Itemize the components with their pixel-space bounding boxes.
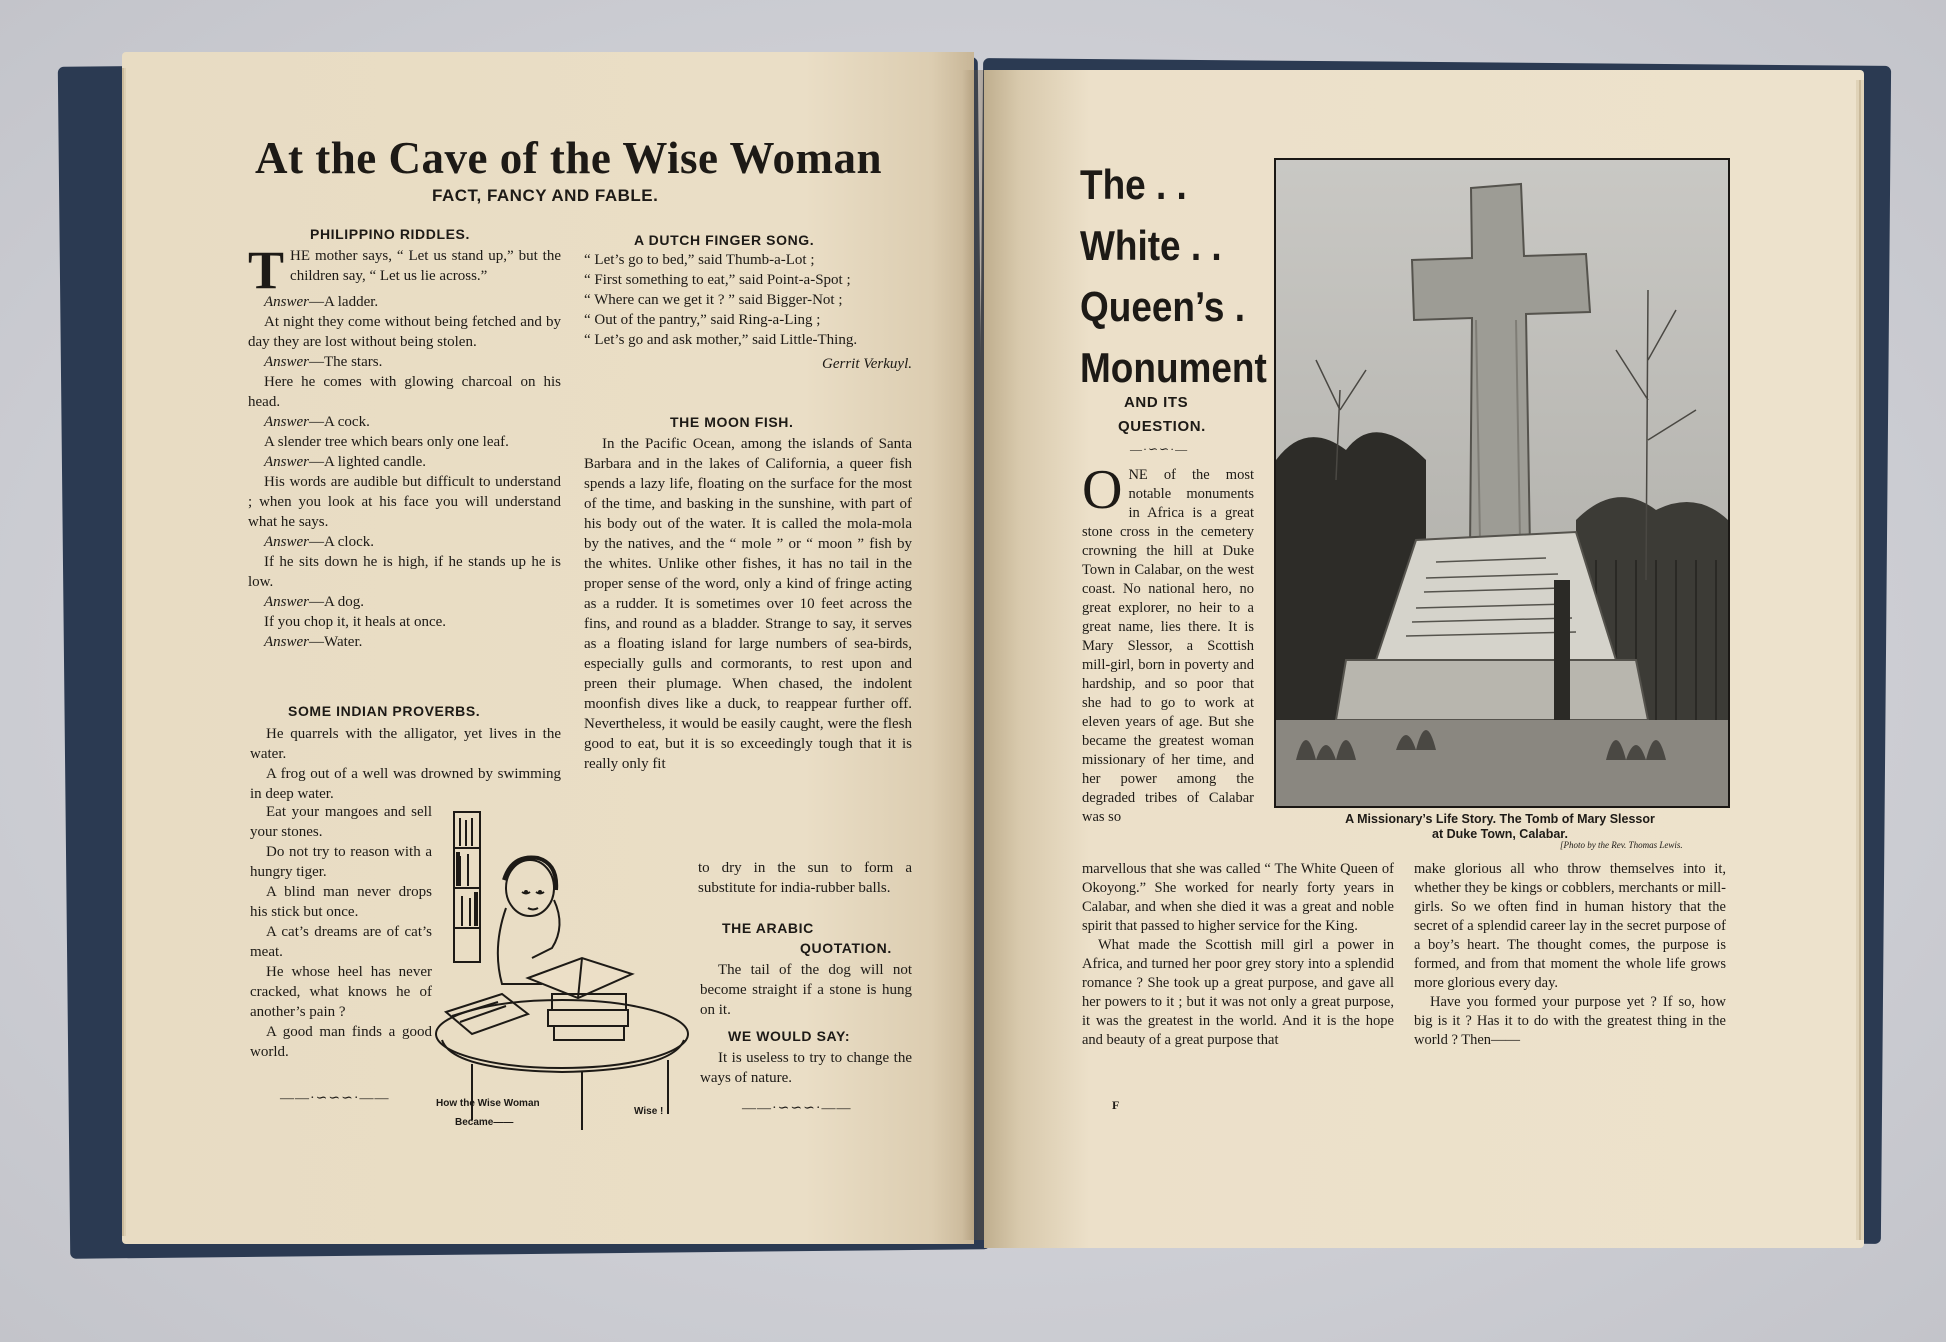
- answer-text: —A clock.: [309, 534, 374, 550]
- article-dropcap: O: [1082, 459, 1123, 521]
- title-line: The . .: [1080, 161, 1187, 208]
- proverb: He whose heel has never cracked, what knows he of another’s pain ?: [250, 964, 432, 1020]
- illustration-caption-2: Became——: [455, 1117, 514, 1128]
- photo-caption-line-2: at Duke Town, Calabar.: [1432, 827, 1568, 841]
- title-line: White . .: [1080, 222, 1222, 269]
- photo-caption-line-1: A Missionary’s Life Story. The Tomb of Mary Slessor: [1345, 812, 1655, 826]
- proverb: A cat’s dreams are of cat’s meat.: [250, 924, 432, 960]
- moon-fish-heading: THE MOON FISH.: [670, 414, 794, 430]
- answer-label: Answer: [264, 534, 309, 550]
- arabic-body: [700, 960, 912, 1020]
- left-page-title: At the Cave of the Wise Woman: [255, 133, 882, 183]
- article-column-narrow: [1082, 459, 1254, 827]
- article-text-wide: marvellous that she was called “ The White Queen of Okoyong.” She worked for nearly forty years in Calabar, and when she died it was a great and noble spirit that passed to higher service for the King.: [1082, 861, 1394, 934]
- wise-woman-illustration: [432, 808, 696, 1134]
- riddle-question: If you chop it, it heals at once.: [264, 614, 447, 630]
- song-line: “ Out of the pantry,” said Ring-a-Ling ;: [584, 312, 821, 328]
- answer-label: Answer: [264, 454, 309, 470]
- answer-label: Answer: [264, 354, 309, 370]
- proverb: A blind man never drops his stick but once.: [250, 884, 432, 920]
- would-say-body: [700, 1048, 912, 1088]
- song-line: “ Let’s go and ask mother,” said Little-Thing.: [584, 332, 858, 348]
- left-page-edges: [122, 68, 126, 1236]
- arabic-heading-1: THE ARABIC: [722, 920, 814, 936]
- article-paragraph-2: What made the Scottish mill girl a power in Africa, and turned her poor grey story into a splendid romance ? She took up a great purpose, and gave all her powers to it ; but it was not only a great purpose, it was the greatest in the world. And it is the hope and beauty of a great purpose that: [1082, 937, 1394, 1048]
- title-line: Monument: [1080, 344, 1267, 391]
- illustration-caption-1: How the Wise Woman: [436, 1098, 540, 1109]
- right-ornament: —·∽∽·—: [1130, 442, 1189, 456]
- finger-song-heading: A DUTCH FINGER SONG.: [634, 232, 815, 248]
- right-page-edges: [1856, 80, 1864, 1240]
- arabic-heading-2: QUOTATION.: [800, 940, 892, 956]
- title-line: Queen’s .: [1080, 283, 1246, 330]
- right-column-ornament: ——·∽∽∽·——: [742, 1101, 852, 1116]
- riddles-dropcap: T: [248, 240, 285, 300]
- song-line: “ Let’s go to bed,” said Thumb-a-Lot ;: [584, 252, 815, 268]
- riddles-heading: PHILIPPINO RIDDLES.: [310, 226, 470, 242]
- answer-label: Answer: [264, 634, 309, 650]
- song-author: Gerrit Verkuyl.: [822, 356, 912, 372]
- proverbs-heading: SOME INDIAN PROVERBS.: [288, 703, 481, 719]
- moon-fish-text: In the Pacific Ocean, among the islands of Santa Barbara and in the lakes of California, a queer fish spends a lazy life, floating on the surface for the most of the time, and basking in the sunshine, with part of his body out of the water. It is called the mola-mola by the natives, and the “ mole ” or “ moon ” fish by the whites. Unlike other fishes, it has no tail in the proper sense of the word, only a kind of fringe acting as a rudder. It is sometimes over 10 feet across the fins, and round as a bladder. Strange to say, it serves as a floating island for large numbers of sea-birds, especially gulls and cormorants, to rest upon and preen their plumage. When chased, the indolent moonfish dives like a duck, to reappear further off. Nevertheless, it would be easily caught, were the flesh good to eat, but it is so exceedingly tough that it is really only fit: [584, 436, 912, 772]
- song-line: “ First something to eat,” said Point-a-Spot ;: [584, 272, 851, 288]
- moon-fish-body-end: [698, 858, 912, 898]
- monument-photo: [1274, 158, 1730, 808]
- answer-text: —A dog.: [309, 594, 365, 610]
- proverbs-body-narrow: [250, 802, 432, 1062]
- would-say-heading: WE WOULD SAY:: [728, 1028, 851, 1044]
- riddles-body: [248, 240, 561, 652]
- song-line: “ Where can we get it ? ” said Bigger-Not ;: [584, 292, 843, 308]
- proverb: A good man finds a good world.: [250, 1024, 432, 1060]
- cross-monument-image: [1276, 160, 1728, 806]
- riddle-question: At night they come without being fetched and by day they are lost without being stolen.: [248, 314, 561, 350]
- answer-text: —A lighted candle.: [309, 454, 427, 470]
- proverb: A frog out of a well was drowned by swimming in deep water.: [250, 766, 561, 802]
- arabic-text: The tail of the dog will not become straight if a stone is hung on it.: [700, 962, 912, 1018]
- answer-text: —Water.: [309, 634, 363, 650]
- illustration-caption-3: Wise !: [634, 1106, 664, 1117]
- would-say-text: It is useless to try to change the ways of nature.: [700, 1050, 912, 1086]
- moon-fish-body: [584, 434, 912, 774]
- right-page-title: [1080, 154, 1267, 398]
- article-closing: Have you formed your purpose yet ? If so, how big is it ? Has it to do with the greatest thing in the world ? Then——: [1414, 994, 1726, 1048]
- riddle-question: If he sits down he is high, if he stands up he is low.: [248, 554, 561, 590]
- answer-text: —A cock.: [309, 414, 370, 430]
- riddle-intro: HE mother says, “ Let us stand up,” but the children say, “ Let us lie across.”: [290, 248, 561, 284]
- right-subtitle-2: QUESTION.: [1118, 418, 1206, 435]
- moon-fish-text-end: to dry in the sun to form a substitute for india-rubber balls.: [698, 860, 912, 896]
- signature-mark: F: [1112, 1098, 1120, 1112]
- proverbs-body: [250, 724, 561, 804]
- answer-text: —The stars.: [309, 354, 383, 370]
- proverb: He quarrels with the alligator, yet lives in the water.: [250, 726, 561, 762]
- answer-label: Answer: [264, 294, 309, 310]
- answer-label: Answer: [264, 594, 309, 610]
- proverb: Do not try to reason with a hungry tiger.: [250, 844, 432, 880]
- article-text-narrow: NE of the most notable monuments in Africa is a great stone cross in the cemetery crowning the hill at Duke Town in Calabar, on the west coast. No national hero, no great explorer, no heir to a great name, lies there. It is Mary Slessor, a Scottish mill-girl, born in poverty and hardship, and so poor that she had to go to work at eleven years of age. But she became the greatest woman missionary of her time, and her power among the degraded tribes of Calabar was so: [1082, 467, 1254, 825]
- left-page-subtitle: FACT, FANCY AND FABLE.: [432, 186, 659, 205]
- photo-credit: [Photo by the Rev. Thomas Lewis.: [1560, 840, 1683, 850]
- answer-label: Answer: [264, 414, 309, 430]
- right-subtitle-1: AND ITS: [1124, 394, 1189, 411]
- riddle-question: A slender tree which bears only one leaf.: [264, 434, 509, 450]
- finger-song-body: [584, 250, 912, 374]
- article-column-2: [1414, 860, 1726, 1050]
- proverb: Eat your mangoes and sell your stones.: [250, 804, 432, 840]
- riddle-question: Here he comes with glowing charcoal on his head.: [248, 374, 561, 410]
- photo-caption: [1300, 812, 1700, 842]
- riddle-question: His words are audible but difficult to understand ; when you look at his face you will understand what he says.: [248, 474, 561, 530]
- answer-text: —A ladder.: [309, 294, 379, 310]
- article-column-1: [1082, 860, 1394, 1050]
- left-column-ornament: ——·∽∽∽·——: [280, 1091, 390, 1106]
- article-column-2-text: make glorious all who throw themselves into it, whether they be kings or cobblers, merchants or mill-girls. So we often find in human history that the secret of a splendid career lay in the secret purpose of a boy’s heart. The thought comes, the purpose is formed, and from that moment the whole life grows more glorious every day.: [1414, 861, 1726, 991]
